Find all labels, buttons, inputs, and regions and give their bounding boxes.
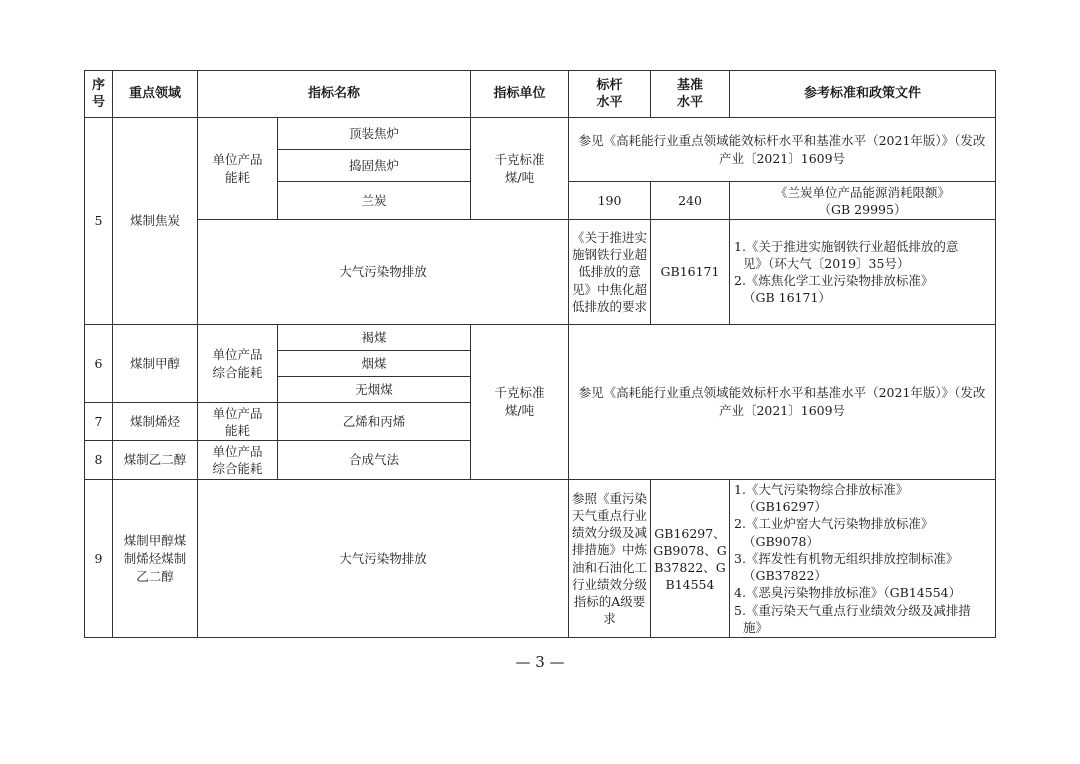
rows678-unit	[470, 324, 569, 480]
ref-line: （GB37822）	[743, 568, 827, 584]
row5-refs-list	[734, 238, 958, 307]
row9-baseline-text: GB16297、GB9078、GB37822、GB14554	[653, 525, 727, 592]
row6-item-3: 无烟煤	[277, 376, 471, 403]
row5-unit	[470, 117, 569, 220]
row5-seq: 5	[84, 117, 113, 325]
row9-benchmark	[568, 479, 651, 638]
ref-line: 4.《恶臭污染物排放标准》（GB14554）	[734, 585, 962, 601]
row7-field: 煤制烯烃	[112, 402, 198, 441]
row6-field: 煤制甲醇	[112, 324, 198, 403]
header-unit: 指标单位	[470, 70, 569, 118]
ref-line: 施》	[743, 619, 769, 635]
ref-line: 2.《工业炉窑大气污染物排放标准》	[734, 516, 934, 532]
header-reference: 参考标准和政策文件	[729, 70, 996, 118]
row8-group	[197, 440, 278, 480]
row9-benchmark-text: 参照《重污染天气重点行业绩效分级及减排措施》中炼油和石油化工行业绩效分级指标的A级要求	[571, 490, 647, 627]
ref-line: 5.《重污染天气重点行业绩效分级及减排措	[734, 602, 971, 618]
row5-ref-main	[568, 117, 996, 182]
row5-pollution-baseline: GB16171	[650, 219, 730, 325]
row5-pollution-refs	[729, 219, 996, 325]
header-indicator: 指标名称	[197, 70, 471, 118]
header-baseline-text: 基准水平	[676, 78, 703, 110]
row9-field	[112, 479, 198, 638]
ref-line: （GB16297）	[743, 499, 827, 515]
row9-baseline	[650, 479, 730, 638]
row5-ref-main-text: 参见《高耗能行业重点领域能效标杆水平和基准水平（2021年版）》（发改产业〔2021〕1609号	[578, 132, 986, 166]
ref-line: 见》（环大气〔2019〕35号）	[743, 255, 910, 271]
row5-lantan-benchmark: 190	[568, 181, 651, 220]
header-field: 重点领域	[112, 70, 198, 118]
row8-group-text: 单位产品综合能耗	[212, 444, 263, 476]
row6-item-1: 褐煤	[277, 324, 471, 351]
page-number: — 3 —	[515, 653, 565, 671]
ref-line: （GB 16171）	[743, 290, 831, 306]
header-baseline	[650, 70, 730, 118]
ref-line: 1.《关于推进实施钢铁行业超低排放的意	[734, 238, 959, 254]
row5-group-text: 单位产品能耗	[212, 151, 263, 185]
rows678-ref-text: 参见《高耗能行业重点领域能效标杆水平和基准水平（2021年版）》（发改产业〔2021〕1609号	[578, 385, 986, 418]
row5-pollution: 大气污染物排放	[197, 219, 569, 325]
row5-item-3: 兰炭	[277, 181, 471, 220]
row7-group-text: 单位产品能耗	[212, 405, 263, 438]
row8-seq: 8	[84, 440, 113, 480]
row5-lantan-baseline: 240	[650, 181, 730, 220]
ref-line: （GB9078）	[743, 533, 819, 549]
row6-item-2: 烟煤	[277, 350, 471, 377]
row5-unit-text: 千克标准煤/吨	[494, 151, 545, 185]
rows678-unit-text: 千克标准煤/吨	[494, 385, 545, 418]
row5-lantan-ref	[729, 181, 996, 220]
ref-line: 2.《炼焦化学工业污染物排放标准》	[734, 273, 934, 288]
ref-line: 1.《大气污染物综合排放标准》	[734, 482, 909, 498]
row5-field: 煤制焦炭	[112, 117, 198, 325]
row8-field: 煤制乙二醇	[112, 440, 198, 480]
row9-seq: 9	[84, 479, 113, 638]
row5-pollution-benchmark	[568, 219, 651, 325]
indicator-table	[84, 70, 996, 638]
header-seq	[84, 70, 113, 118]
row8-item: 合成气法	[277, 440, 471, 480]
ref-line: 3.《挥发性有机物无组织排放控制标准》	[734, 550, 959, 566]
row5-group	[197, 117, 278, 220]
header-seq-text: 序号	[91, 78, 105, 110]
row6-seq: 6	[84, 324, 113, 403]
row6-group-text: 单位产品综合能耗	[212, 346, 263, 380]
row5-item-2: 捣固焦炉	[277, 149, 471, 182]
row9-field-text: 煤制甲醇煤制烯烃煤制乙二醇	[123, 532, 187, 584]
row5-item-1: 顶装焦炉	[277, 117, 471, 150]
header-benchmark	[568, 70, 651, 118]
row7-seq: 7	[84, 402, 113, 441]
row5-lantan-ref-text: 《兰炭单位产品能源消耗限额》（GB 29995）	[774, 184, 950, 217]
row7-item: 乙烯和丙烯	[277, 402, 471, 441]
row9-indicator: 大气污染物排放	[197, 479, 569, 638]
row9-refs-list	[734, 481, 971, 636]
row6-group	[197, 324, 278, 403]
row9-refs	[729, 479, 996, 638]
row5-pollution-benchmark-text: 《关于推进实施钢铁行业超低排放的意见》中焦化超低排放的要求	[571, 229, 647, 314]
row7-group	[197, 402, 278, 441]
rows678-ref	[568, 324, 996, 480]
header-benchmark-text: 标杆水平	[596, 78, 623, 110]
